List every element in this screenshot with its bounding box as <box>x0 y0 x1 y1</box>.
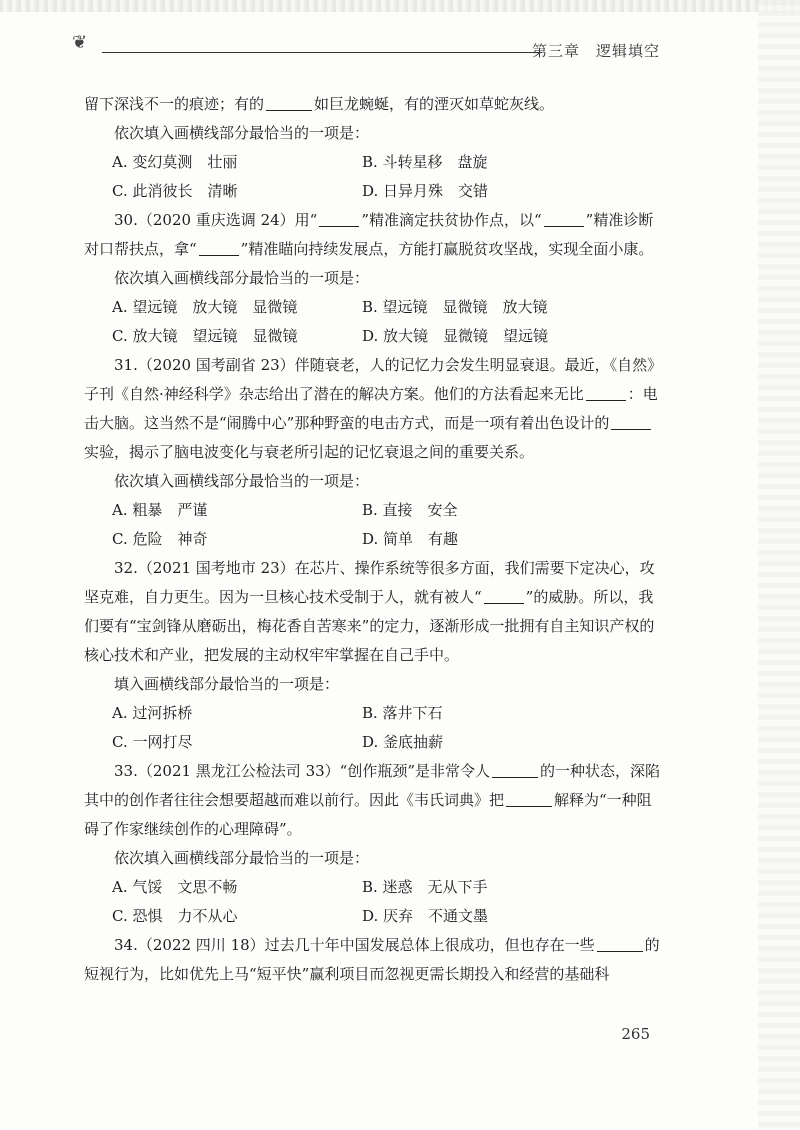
answer-blank <box>506 791 552 807</box>
q34-stem: 34.（2022 四川 18）过去几十年中国发展总体上很成功，但也存在一些 的短视行为，比如优先上马“短平快”赢利项目而忽视更需长期投入和经营的基础科 <box>84 936 660 983</box>
q31-stem: 31.（2020 国考副省 23）伴随衰老，人的记忆力会发生明显衰退。最近，《自然》子刊《自然·神经科学》杂志给出了潜在的解决方案。他们的方法看起来无比 ：电击大脑。这当然不是“闹腾中心”那种野蛮的电击方式，而是一项有着出色设计的实验，揭示了脑电波变化与衰老所引起的记忆衰退之间的重要关系。 <box>84 356 658 461</box>
q30-prompt: 依次填入画横线部分最恰当的一项是： <box>114 269 370 287</box>
option-d: D. 简单 有趣 <box>362 530 459 548</box>
page-number: 265 <box>621 1025 650 1043</box>
option-c: C. 此消彼长 清晰 <box>112 182 238 200</box>
q33-stem: 33.（2021 黑龙江公检法司 33）“创作瓶颈”是非常令人 的一种状态，深陷其中的创作者往往会想要超越而难以前行。因此《韦氏词典》把 解释为“一种阻碍了作家继续创作的心理障碍”。 <box>84 762 661 838</box>
option-c: C. 一网打尽 <box>112 733 193 751</box>
option-d: D. 厌弃 不通文墨 <box>362 907 489 925</box>
running-header <box>72 32 660 60</box>
option-a: A. 变幻莫测 壮丽 <box>112 153 238 171</box>
option-c: C. 恐惧 力不从心 <box>112 907 238 925</box>
option-a: A. 粗暴 严谨 <box>112 501 208 519</box>
q33-prompt: 依次填入画横线部分最恰当的一项是： <box>114 849 370 867</box>
answer-blank <box>544 211 584 227</box>
chapter-title: 第三章 逻辑填空 <box>531 42 660 60</box>
answer-blank <box>611 414 651 430</box>
leaf-icon: ❦ <box>72 32 88 53</box>
scan-edge-right <box>758 0 800 1130</box>
answer-blank <box>586 385 626 401</box>
answer-blank <box>266 95 312 111</box>
answer-blank <box>492 762 538 778</box>
q29-tail: 留下深浅不一的痕迹；有的 如巨龙蜿蜒，有的湮灭如草蛇灰线。 <box>84 95 555 113</box>
q32-stem: 32.（2021 国考地市 23）在芯片、操作系统等很多方面，我们需要下定决心，攻坚克难，自力更生。因为一旦核心技术受制于人，就有被人“ ”的威胁。所以，我们要有“宝剑锋从磨砺出，梅花香自苦寒来”的定力，逐渐形成一批拥有自主知识产权的核心技术和产业，把发展的主动权牢牢掌握在自己手中。 <box>84 559 655 664</box>
option-a: A. 过河拆桥 <box>112 704 193 722</box>
q29-options <box>84 148 660 206</box>
option-d: D. 釜底抽薪 <box>362 733 444 751</box>
q33-options <box>84 873 660 931</box>
option-c: C. 放大镜 望远镜 显微镜 <box>112 327 298 345</box>
option-a: A. 气馁 文思不畅 <box>112 878 238 896</box>
q30-stem: 30.（2020 重庆选调 24）用“ ”精准滴定扶贫协作点，以“ ”精准诊断对口帮扶点，拿“ ”精准瞄向持续发展点，方能打赢脱贫攻坚战，实现全面小康。 <box>84 211 654 258</box>
page-body <box>84 90 660 989</box>
answer-blank <box>199 240 239 256</box>
q31-options <box>84 496 660 554</box>
option-b: B. 望远镜 显微镜 放大镜 <box>362 298 548 316</box>
option-b: B. 迷惑 无从下手 <box>362 878 488 896</box>
option-d: D. 放大镜 显微镜 望远镜 <box>362 327 549 345</box>
answer-blank <box>597 936 643 952</box>
q32-prompt: 填入画横线部分最恰当的一项是： <box>114 675 340 693</box>
answer-blank <box>319 211 359 227</box>
scan-edge-top <box>0 0 800 12</box>
option-d: D. 日异月殊 交错 <box>362 182 489 200</box>
option-a: A. 望远镜 放大镜 显微镜 <box>112 298 298 316</box>
option-b: B. 斗转星移 盘旋 <box>362 153 488 171</box>
q32-options <box>84 699 660 757</box>
answer-blank <box>484 588 524 604</box>
header-rule <box>102 52 542 53</box>
option-b: B. 直接 安全 <box>362 501 458 519</box>
option-b: B. 落井下石 <box>362 704 443 722</box>
option-c: C. 危险 神奇 <box>112 530 208 548</box>
q31-prompt: 依次填入画横线部分最恰当的一项是： <box>114 472 370 490</box>
q29-prompt: 依次填入画横线部分最恰当的一项是： <box>114 124 370 142</box>
q30-options <box>84 293 660 351</box>
